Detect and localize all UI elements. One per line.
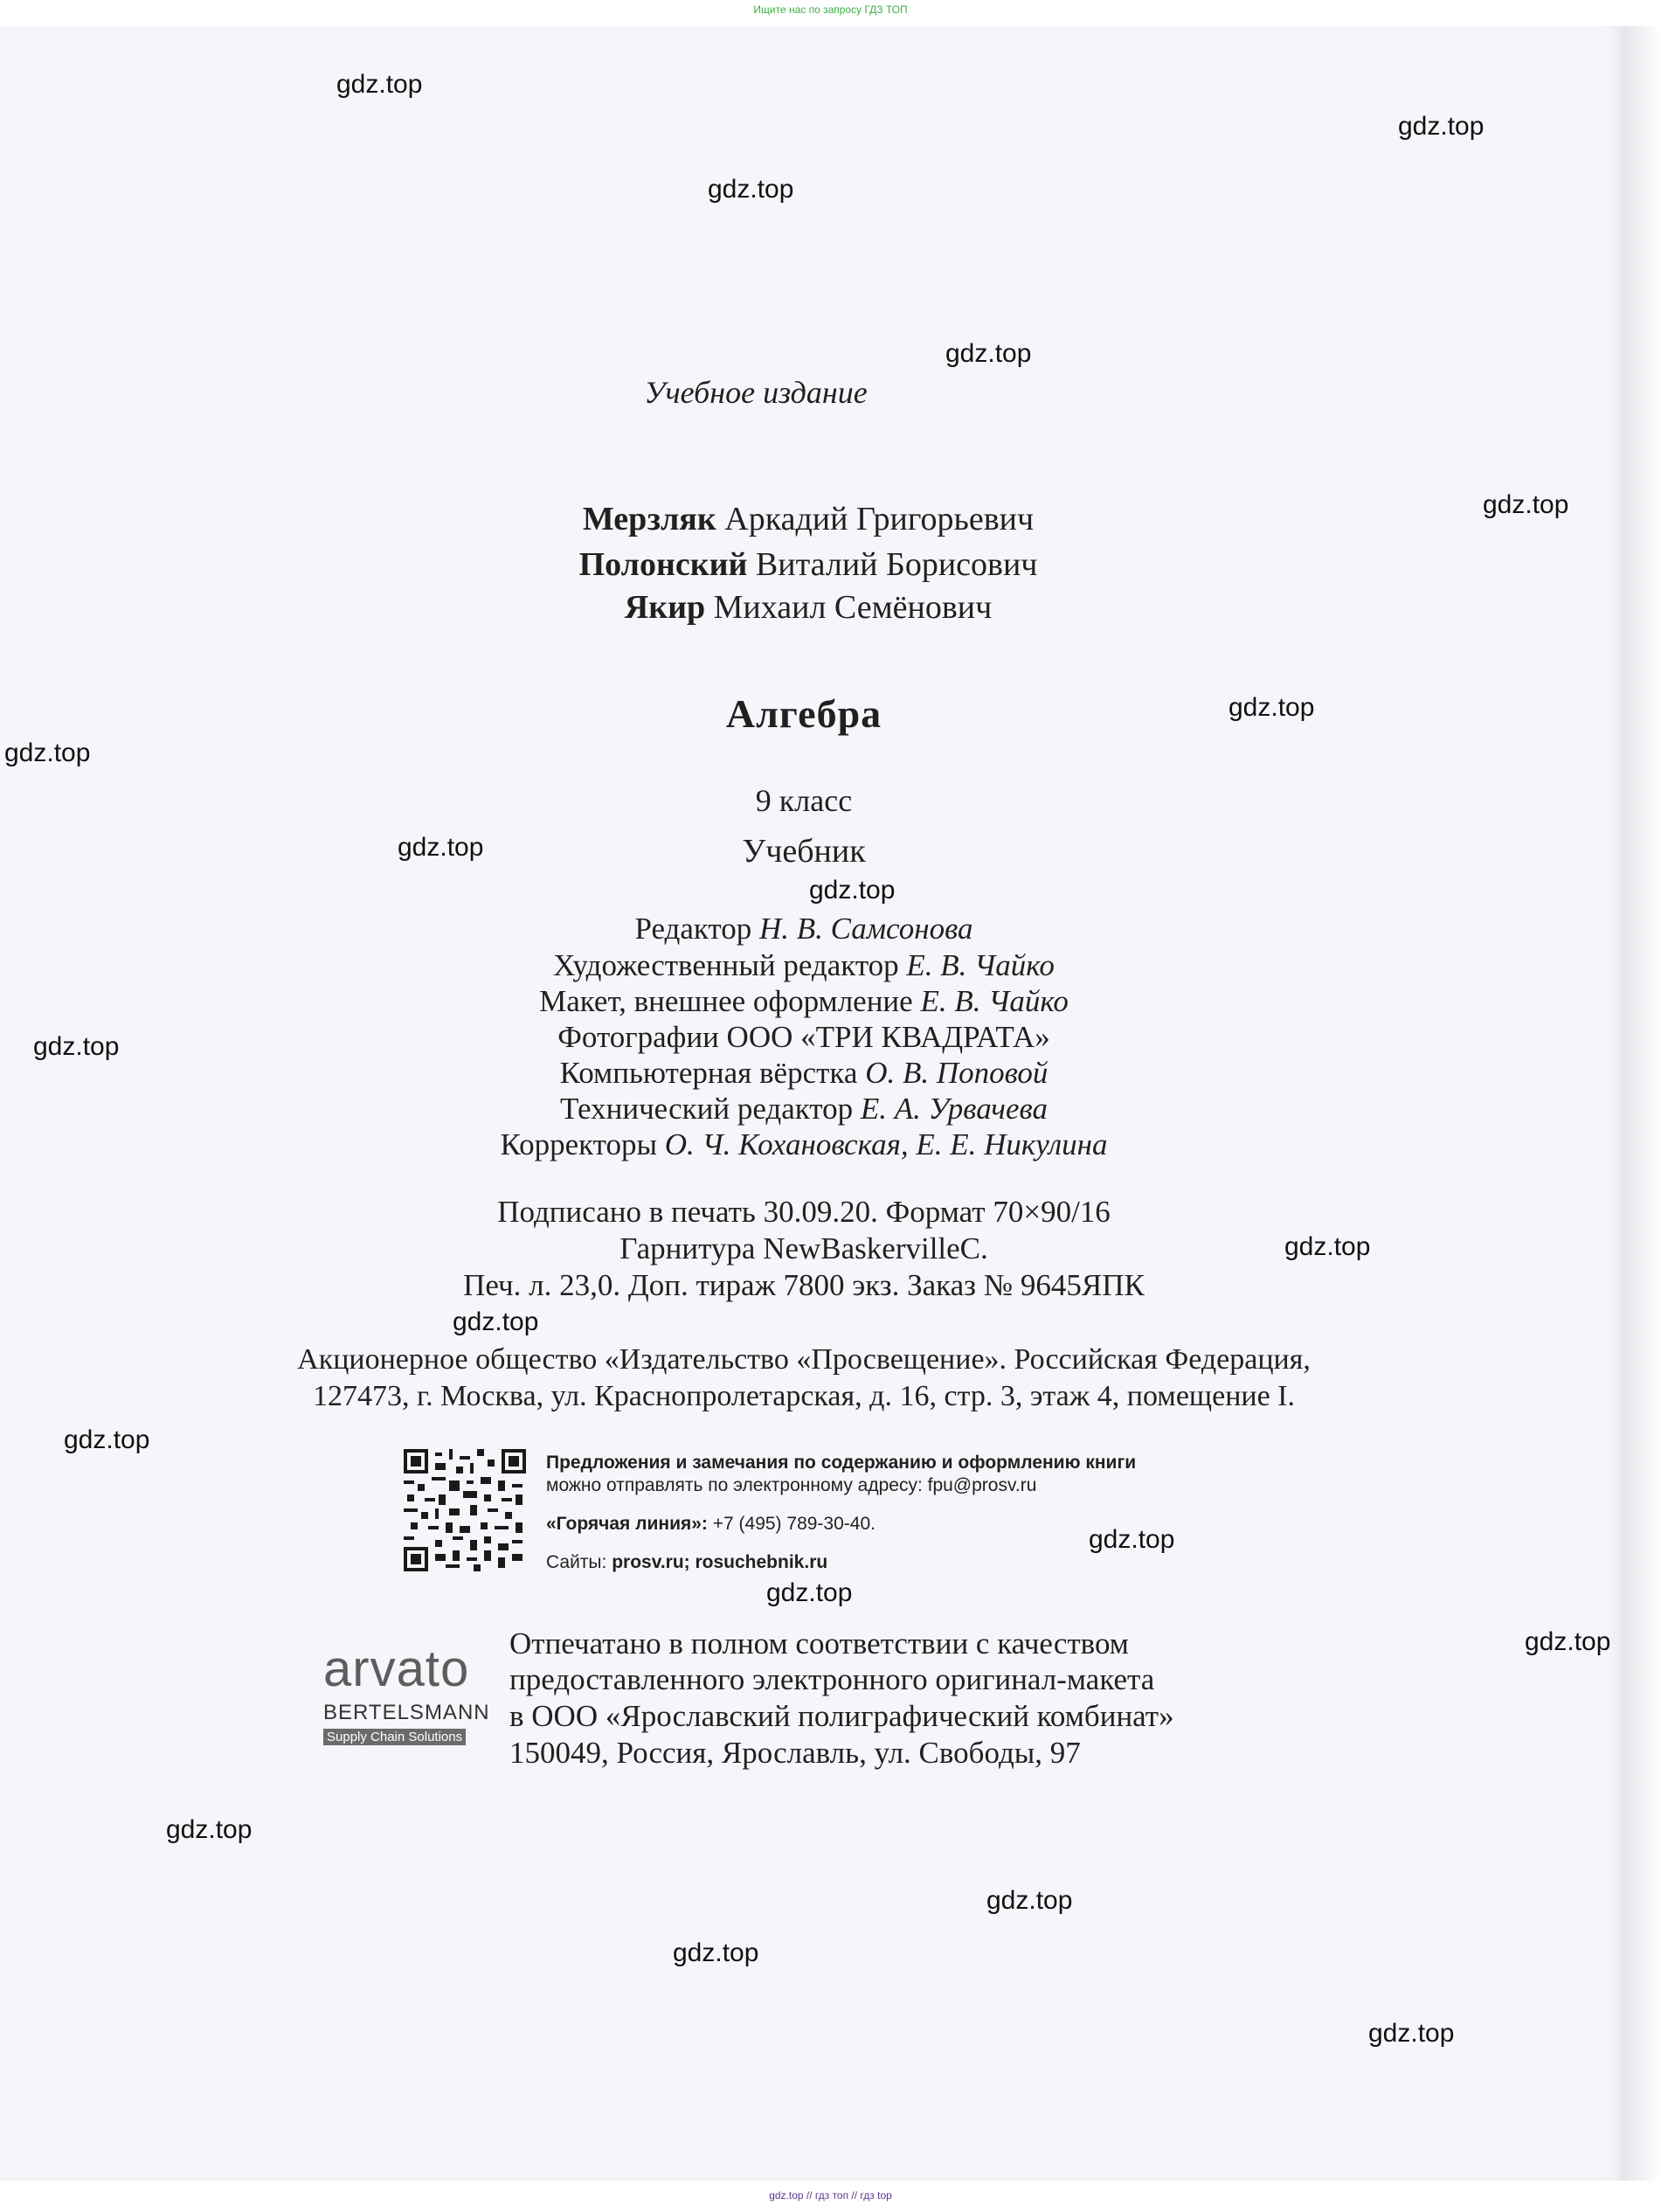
top-banner[interactable]: Ищите нас по запросу ГДЗ ТОП bbox=[753, 3, 908, 16]
watermark: gdz.top bbox=[4, 738, 91, 767]
credit-role: Фотографии ООО «ТРИ КВАДРАТА» bbox=[557, 1020, 1050, 1054]
contact-email-text: можно отправлять по электронному адресу: fpu@prosv.ru bbox=[546, 1475, 1037, 1495]
author-name: Виталий Борисович bbox=[755, 546, 1038, 583]
watermark: gdz.top bbox=[398, 833, 484, 862]
author-surname: Якир bbox=[624, 589, 706, 626]
printer-line: 150049, Россия, Ярославль, ул. Свободы, 97 bbox=[509, 1736, 1081, 1770]
sites-value: prosv.ru; rosuchebnik.ru bbox=[612, 1552, 828, 1572]
watermark: gdz.top bbox=[1284, 1232, 1371, 1261]
qr-code-icon bbox=[404, 1449, 526, 1571]
credit-person: Е. А. Урвачева bbox=[860, 1092, 1048, 1126]
credit-person: Е. В. Чайко bbox=[920, 984, 1069, 1018]
credit-person: О. Ч. Кохановская, Е. Е. Никулина bbox=[664, 1127, 1108, 1161]
watermark: gdz.top bbox=[1368, 2019, 1455, 2048]
watermark: gdz.top bbox=[708, 175, 794, 204]
credit-person: О. В. Поповой bbox=[865, 1056, 1049, 1090]
credit-role: Художественный редактор bbox=[553, 948, 899, 982]
contact-line bbox=[546, 1453, 1136, 1474]
credit-role: Компьютерная вёрстка bbox=[559, 1056, 858, 1090]
logo-sub-text: BERTELSMANN bbox=[323, 1701, 490, 1724]
logo-main-text: arvato bbox=[323, 1640, 470, 1697]
watermark: gdz.top bbox=[1398, 112, 1485, 141]
hotline-line bbox=[546, 1514, 875, 1535]
watermark: gdz.top bbox=[1089, 1525, 1175, 1554]
watermark: gdz.top bbox=[336, 70, 423, 99]
credit-line bbox=[170, 1020, 1437, 1055]
print-info-line: Печ. л. 23,0. Доп. тираж 7800 экз. Заказ № 9645ЯПК bbox=[463, 1268, 1145, 1302]
watermark: gdz.top bbox=[945, 339, 1032, 368]
watermark: gdz.top bbox=[1228, 693, 1315, 722]
sites-line bbox=[546, 1552, 827, 1573]
watermark: gdz.top bbox=[166, 1815, 253, 1844]
page-edge-shadow bbox=[1625, 26, 1661, 2181]
hotline-label: «Горячая линия»: bbox=[546, 1514, 708, 1534]
author-line bbox=[175, 545, 1442, 584]
watermark: gdz.top bbox=[986, 1886, 1073, 1915]
book-type: Учебник bbox=[742, 833, 866, 870]
credit-line bbox=[170, 984, 1437, 1019]
printer-line: в ООО «Ярославский полиграфический комбинат» bbox=[509, 1699, 1174, 1733]
author-name: Михаил Семёнович bbox=[713, 589, 993, 626]
print-info-line: Гарнитура NewBaskervilleC. bbox=[619, 1231, 988, 1265]
grade: 9 класс bbox=[755, 783, 853, 818]
credit-role: Редактор bbox=[634, 912, 752, 946]
credit-line bbox=[170, 912, 1437, 947]
author-line bbox=[175, 588, 1442, 627]
watermark: gdz.top bbox=[673, 1938, 759, 1967]
author-name: Аркадий Григорьевич bbox=[724, 501, 1035, 537]
credit-person: Н. В. Самсонова bbox=[758, 912, 973, 946]
print-info-line: Подписано в печать 30.09.20. Формат 70×90/16 bbox=[497, 1195, 1111, 1229]
edition-type: Учебное издание bbox=[644, 375, 868, 410]
credit-role: Корректоры bbox=[500, 1127, 658, 1161]
watermark: gdz.top bbox=[809, 876, 896, 905]
credit-role: Макет, внешнее оформление bbox=[539, 984, 913, 1018]
credit-line bbox=[170, 948, 1437, 983]
watermark: gdz.top bbox=[1525, 1627, 1611, 1656]
printer-line: Отпечатано в полном соответствии с качеством bbox=[509, 1626, 1129, 1661]
credit-line bbox=[170, 1127, 1437, 1162]
author-surname: Мерзляк bbox=[582, 501, 716, 537]
logo-tagline: Supply Chain Solutions bbox=[323, 1729, 466, 1745]
credit-role: Технический редактор bbox=[560, 1092, 854, 1126]
watermark: gdz.top bbox=[1483, 490, 1569, 519]
bottom-banner[interactable]: gdz.top // гдз топ // гдз top bbox=[769, 2189, 892, 2202]
sites-label: Сайты: bbox=[546, 1552, 607, 1572]
publisher-line: Акционерное общество «Издательство «Просвещение». Российская Федерация, bbox=[297, 1343, 1311, 1376]
credit-line bbox=[170, 1092, 1437, 1127]
hotline-value: +7 (495) 789-30-40. bbox=[712, 1514, 875, 1534]
publisher-address: 127473, г. Москва, ул. Краснопролетарская, д. 16, стр. 3, этаж 4, помещение I. bbox=[312, 1380, 1295, 1412]
book-title: Алгебра bbox=[725, 691, 882, 736]
author-line bbox=[175, 500, 1442, 538]
arvato-logo bbox=[323, 1640, 494, 1745]
watermark: gdz.top bbox=[766, 1578, 853, 1607]
watermark: gdz.top bbox=[64, 1425, 150, 1454]
author-surname: Полонский bbox=[578, 546, 748, 583]
contact-line bbox=[546, 1475, 1036, 1496]
watermark: gdz.top bbox=[33, 1032, 120, 1061]
contact-heading: Предложения и замечания по содержанию и оформлению книги bbox=[546, 1453, 1137, 1473]
credit-person: Е. В. Чайко bbox=[906, 948, 1055, 982]
credit-line bbox=[170, 1056, 1437, 1091]
printer-line: предоставленного электронного оригинал-макета bbox=[509, 1662, 1155, 1696]
watermark: gdz.top bbox=[453, 1307, 539, 1336]
